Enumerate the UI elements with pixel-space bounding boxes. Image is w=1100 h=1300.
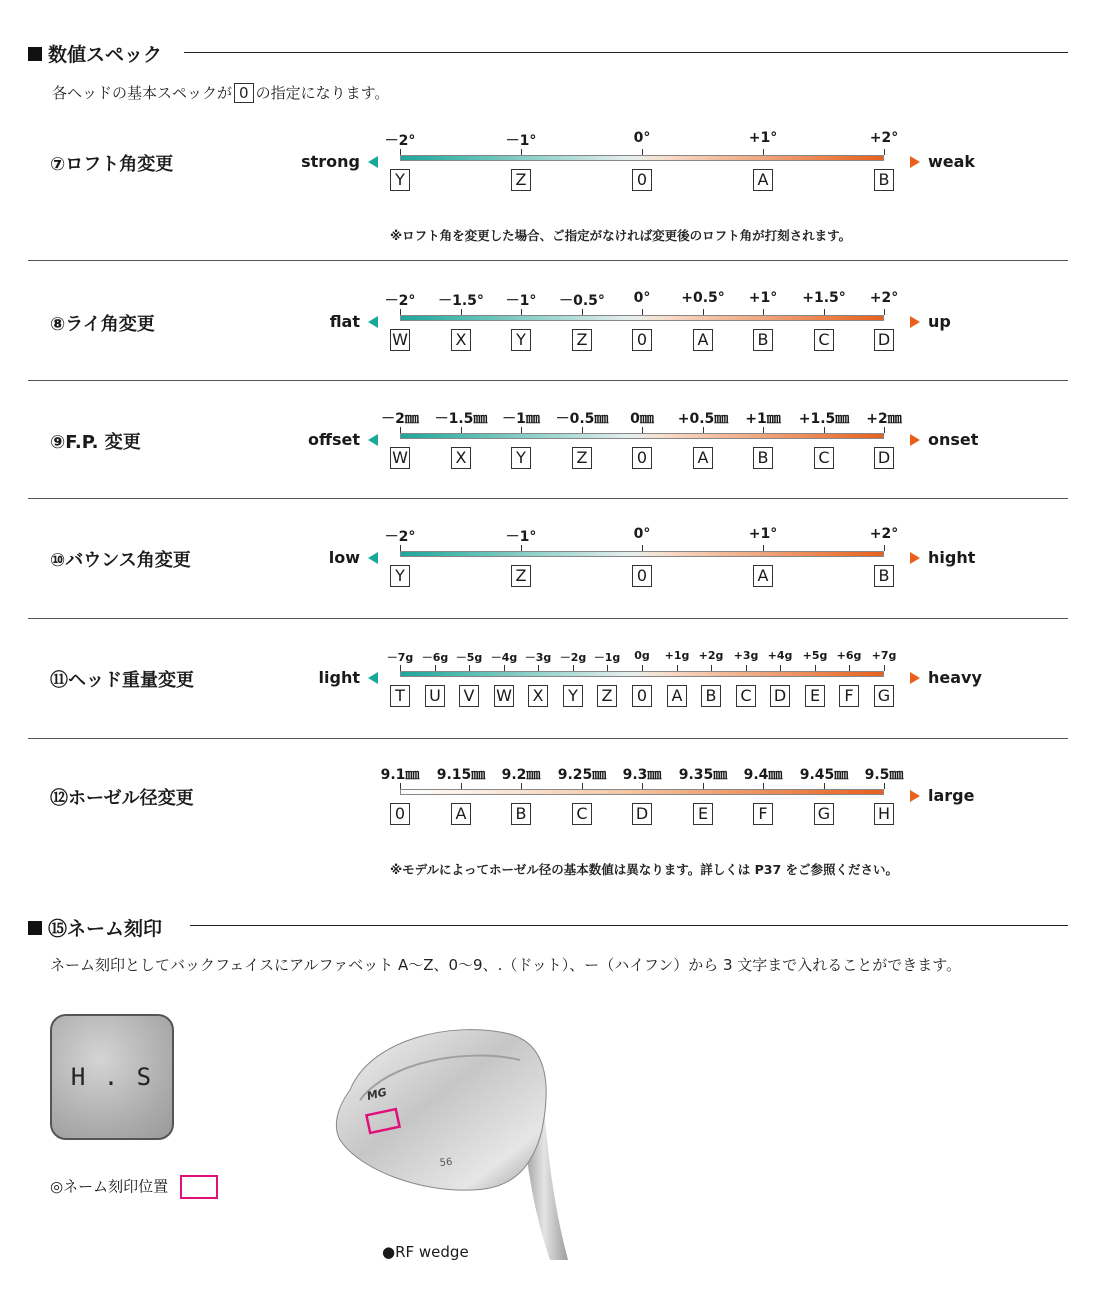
scale-tick-label: +4g — [767, 649, 793, 662]
scale-tick-label: +0.5° — [681, 290, 725, 306]
scale-tick-label: －1.5㎜ — [434, 411, 488, 427]
arrow-right-icon — [910, 316, 920, 328]
scale-tick — [677, 665, 678, 671]
row-divider — [28, 738, 1068, 739]
scale-tick-label: －2㎜ — [381, 411, 419, 427]
spec-code-box: 0 — [632, 447, 652, 469]
row-left-direction: light — [319, 668, 378, 687]
scale-tick-label: +1° — [748, 130, 778, 146]
row-note: ※ロフト角を変更した場合、ご指定がなければ変更後のロフト角が打刻されます。 — [390, 228, 852, 243]
scale-tick-label: 0° — [633, 130, 651, 146]
scale-tick — [884, 149, 885, 155]
spec-code-box: D — [874, 447, 894, 469]
scale-tick — [642, 149, 643, 155]
scale-tick-label: 9.35㎜ — [678, 767, 728, 783]
row-right-direction: large — [910, 786, 974, 805]
scale-tick — [703, 309, 704, 315]
scale-tick — [884, 309, 885, 315]
row-left-direction: strong — [301, 152, 378, 171]
scale-tick-label: +2° — [869, 130, 899, 146]
scale-tick-label: +1㎜ — [745, 411, 781, 427]
scale-tick-label: －1g — [593, 651, 621, 664]
scale-tick-label: 0° — [633, 290, 651, 306]
square-bullet-icon — [28, 47, 42, 61]
spec-code-box: Y — [511, 329, 531, 351]
spec-code-box: D — [632, 803, 652, 825]
spec-code-box: 0 — [390, 803, 410, 825]
scale-tick — [469, 665, 470, 671]
spec-section-title: 数値スペック — [28, 40, 162, 67]
scale-tick-label: －0.5° — [559, 293, 605, 309]
scale-tick — [780, 665, 781, 671]
scale-tick-label: －1.5° — [438, 293, 484, 309]
scale-tick-label: +2° — [869, 290, 899, 306]
spec-code-box: D — [874, 329, 894, 351]
spec-code-box: 0 — [632, 565, 652, 587]
row-divider — [28, 498, 1068, 499]
scale-tick — [849, 665, 850, 671]
scale-tick-label: －4g — [490, 651, 518, 664]
scale-bar — [400, 433, 884, 439]
arrow-left-icon — [368, 552, 378, 564]
scale-tick-label: 9.15㎜ — [436, 767, 486, 783]
row-right-direction: onset — [910, 430, 978, 449]
scale-tick-label: －1° — [505, 133, 537, 149]
arrow-left-icon — [368, 434, 378, 446]
spec-code-box: A — [693, 329, 713, 351]
spec-code-box: A — [753, 169, 773, 191]
scale-tick-label: －2° — [384, 293, 416, 309]
row-right-direction: heavy — [910, 668, 982, 687]
spec-code-box: Z — [511, 565, 531, 587]
scale-tick — [711, 665, 712, 671]
spec-intro: 各ヘッドの基本スペックが 0 の指定になります。 — [52, 84, 390, 102]
scale-tick-label: +1g — [664, 649, 690, 662]
spec-code-box: Z — [572, 329, 592, 351]
spec-code-box: B — [753, 447, 773, 469]
scale-tick-label: 0㎜ — [630, 411, 654, 427]
scale-tick — [607, 665, 608, 671]
spec-code-box: C — [814, 447, 834, 469]
row-label: ⑪ヘッド重量変更 — [50, 670, 194, 691]
spec-code-box: G — [874, 685, 894, 707]
scale-tick — [538, 665, 539, 671]
row-left-direction: flat — [330, 312, 378, 331]
arrow-right-icon — [910, 434, 920, 446]
wedge-caption: ●RF wedge — [382, 1243, 469, 1261]
scale-tick-label: 9.3㎜ — [622, 767, 662, 783]
spec-code-box: V — [459, 685, 479, 707]
scale-tick-label: 9.2㎜ — [501, 767, 541, 783]
arrow-right-icon — [910, 552, 920, 564]
square-bullet-icon — [28, 921, 42, 935]
scale-tick-label: +1° — [748, 526, 778, 542]
scale-bar — [400, 315, 884, 321]
spec-code-box: B — [753, 329, 773, 351]
scale-tick — [435, 665, 436, 671]
scale-tick — [763, 149, 764, 155]
spec-code-box: X — [451, 329, 471, 351]
scale-tick — [642, 665, 643, 671]
name-section-title: ⑮ネーム刻印 — [28, 914, 162, 941]
scale-tick-label: +2° — [869, 526, 899, 542]
row-label: ⑫ホーゼル径変更 — [50, 788, 194, 809]
row-right-direction: hight — [910, 548, 975, 567]
spec-code-box: B — [701, 685, 721, 707]
scale-tick-label: 9.45㎜ — [799, 767, 849, 783]
spec-code-box: C — [736, 685, 756, 707]
scale-tick-label: －2° — [384, 529, 416, 545]
scale-tick-label: －3g — [524, 651, 552, 664]
spec-code-box: Y — [390, 169, 410, 191]
wedge-head-illustration — [320, 1020, 580, 1270]
spec-code-box: U — [425, 685, 445, 707]
spec-code-box: 0 — [632, 685, 652, 707]
spec-code-box: W — [494, 685, 514, 707]
scale-bar — [400, 551, 884, 557]
name-intro: ネーム刻印としてバックフェイスにアルファベット A〜Z、0〜9、.（ドット）、ー（ハイフン）から 3 文字まで入れることができます。 — [50, 956, 962, 974]
spec-code-box: Y — [511, 447, 531, 469]
section-divider — [184, 52, 1068, 53]
spec-code-box: B — [874, 169, 894, 191]
spec-code-box: E — [693, 803, 713, 825]
spec-code-box: W — [390, 447, 410, 469]
scale-tick — [504, 665, 505, 671]
spec-code-box: A — [693, 447, 713, 469]
scale-tick-label: 0° — [633, 526, 651, 542]
row-divider — [28, 260, 1068, 261]
scale-tick-label: 9.25㎜ — [557, 767, 607, 783]
row-label: ⑩バウンス角変更 — [50, 550, 191, 571]
row-divider — [28, 380, 1068, 381]
wedge-number: 56 — [439, 1156, 453, 1169]
scale-tick — [400, 665, 401, 671]
scale-tick-label: －1° — [505, 529, 537, 545]
scale-bar — [400, 789, 884, 795]
scale-bar — [400, 671, 884, 677]
scale-tick-label: +1.5㎜ — [798, 411, 850, 427]
scale-tick — [573, 665, 574, 671]
engraving-position-marker-icon — [180, 1175, 218, 1199]
scale-tick-label: 9.1㎜ — [380, 767, 420, 783]
spec-code-box: D — [770, 685, 790, 707]
spec-code-box: 0 — [632, 329, 652, 351]
row-note: ※モデルによってホーゼル径の基本数値は異なります。詳しくは P37 をご参照ください。 — [390, 862, 899, 877]
row-left-direction: offset — [308, 430, 378, 449]
row-label: ⑧ライ角変更 — [50, 314, 155, 335]
spec-code-box: A — [451, 803, 471, 825]
scale-tick-label: 0g — [634, 649, 650, 662]
spec-code-box: Z — [597, 685, 617, 707]
spec-code-box: W — [390, 329, 410, 351]
scale-tick-label: +2g — [698, 649, 724, 662]
scale-tick — [763, 545, 764, 551]
arrow-right-icon — [910, 156, 920, 168]
scale-tick-label: －1㎜ — [502, 411, 540, 427]
scale-tick-label: +0.5㎜ — [677, 411, 729, 427]
scale-tick — [642, 545, 643, 551]
scale-tick-label: +2㎜ — [866, 411, 902, 427]
arrow-right-icon — [910, 672, 920, 684]
spec-code-box: H — [874, 803, 894, 825]
scale-tick-label: －1° — [505, 293, 537, 309]
name-engraving-sample: H . S — [50, 1014, 174, 1140]
spec-code-box: Z — [511, 169, 531, 191]
row-right-direction: weak — [910, 152, 975, 171]
section-divider — [190, 925, 1068, 926]
spec-code-box: A — [667, 685, 687, 707]
spec-code-box: G — [814, 803, 834, 825]
spec-code-box: F — [753, 803, 773, 825]
scale-tick — [815, 665, 816, 671]
spec-code-box: A — [753, 565, 773, 587]
engraving-position-caption: ◎ネーム刻印位置 — [50, 1175, 218, 1199]
scale-tick-label: +6g — [836, 649, 862, 662]
row-right-direction: up — [910, 312, 951, 331]
arrow-left-icon — [368, 672, 378, 684]
scale-bar — [400, 155, 884, 161]
scale-tick-label: －0.5㎜ — [555, 411, 609, 427]
scale-tick — [642, 309, 643, 315]
spec-code-box: E — [805, 685, 825, 707]
scale-tick-label: 9.4㎜ — [743, 767, 783, 783]
row-left-direction: low — [329, 548, 378, 567]
scale-tick-label: －2g — [559, 651, 587, 664]
arrow-left-icon — [368, 156, 378, 168]
scale-tick-label: +1° — [748, 290, 778, 306]
row-label: ⑨F.P. 変更 — [50, 432, 141, 453]
scale-tick — [884, 545, 885, 551]
scale-tick — [824, 309, 825, 315]
arrow-right-icon — [910, 790, 920, 802]
scale-tick-label: －7g — [386, 651, 414, 664]
spec-code-box: X — [451, 447, 471, 469]
scale-tick-label: －6g — [421, 651, 449, 664]
scale-tick-label: －5g — [455, 651, 483, 664]
spec-code-box: Z — [572, 447, 592, 469]
arrow-left-icon — [368, 316, 378, 328]
scale-tick — [763, 309, 764, 315]
spec-code-box: F — [839, 685, 859, 707]
scale-tick-label: +3g — [733, 649, 759, 662]
scale-tick-label: +5g — [802, 649, 828, 662]
scale-tick — [746, 665, 747, 671]
row-label: ⑦ロフト角変更 — [50, 154, 174, 175]
spec-code-box: T — [390, 685, 410, 707]
spec-code-box: X — [528, 685, 548, 707]
scale-tick-label: +7g — [871, 649, 897, 662]
spec-code-box: Y — [563, 685, 583, 707]
base-code-box: 0 — [234, 83, 254, 103]
scale-tick-label: －2° — [384, 133, 416, 149]
wedge-logo-icon: MG — [365, 1085, 389, 1103]
spec-code-box: B — [511, 803, 531, 825]
scale-tick — [884, 665, 885, 671]
spec-code-box: B — [874, 565, 894, 587]
row-divider — [28, 618, 1068, 619]
scale-tick-label: +1.5° — [802, 290, 846, 306]
spec-code-box: Y — [390, 565, 410, 587]
spec-code-box: C — [572, 803, 592, 825]
spec-code-box: 0 — [632, 169, 652, 191]
spec-code-box: C — [814, 329, 834, 351]
scale-tick-label: 9.5㎜ — [864, 767, 904, 783]
